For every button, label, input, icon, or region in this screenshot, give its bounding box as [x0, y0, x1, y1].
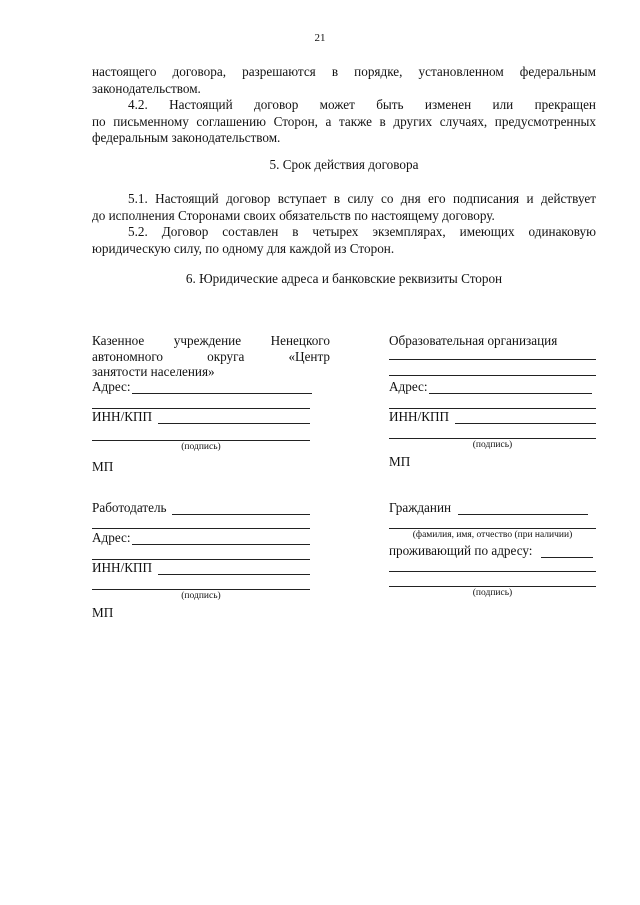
signature-line[interactable]: [92, 589, 310, 590]
section-5-heading: 5. Срок действия договора: [269, 157, 419, 172]
seal-mark: МП: [389, 454, 411, 469]
address-field[interactable]: [429, 393, 592, 394]
address-field[interactable]: [132, 544, 310, 545]
inn-kpp-label: ИНН/КПП: [389, 409, 450, 424]
fio-caption: (фамилия, имя, отчество (при наличии): [412, 530, 573, 540]
party-name-word: Ненецкого: [270, 333, 330, 348]
address-label: Адрес:: [92, 379, 131, 394]
signature-caption: (подпись): [472, 440, 513, 450]
clause-5-1-line-1: 5.1. Настоящий договор вступает в силу со дня его подписания и действует: [128, 191, 596, 206]
party-name-row-2: [92, 349, 330, 365]
clause-5-1-line-2: до исполнения Сторонами своих обязательств по настоящему договору.: [92, 207, 495, 223]
signature-caption: (подпись): [181, 442, 221, 452]
signature-line[interactable]: [389, 586, 596, 587]
residence-field-extra[interactable]: [389, 571, 596, 572]
party-name-word: автономного: [92, 348, 164, 364]
party-name-row-3: занятости населения»: [92, 364, 215, 379]
organization-name-field[interactable]: [389, 359, 596, 360]
party-employer: Работодатель: [92, 500, 167, 515]
party-name-word: Казенное: [92, 333, 145, 348]
organization-name-field-extra[interactable]: [389, 375, 596, 376]
address-field[interactable]: [132, 393, 312, 394]
seal-mark: МП: [92, 605, 114, 620]
address-label: Адрес:: [389, 379, 428, 394]
party-name-word: учреждение: [173, 333, 242, 348]
inn-kpp-field[interactable]: [455, 423, 596, 424]
clause-4-2-line-1: 4.2. Настоящий договор может быть изменен или прекращен: [128, 97, 596, 112]
page-number: 21: [314, 32, 326, 44]
citizen-name-field-extra[interactable]: [389, 528, 596, 529]
residence-field[interactable]: [541, 557, 593, 558]
residence-label: проживающий по адресу:: [389, 543, 533, 558]
party-name-row-1: [92, 333, 330, 349]
clause-5-2-line-2: юридическую силу, по одному для каждой из Сторон.: [92, 240, 395, 256]
clause-5-2-line-1: 5.2. Договор составлен в четырех экземплярах, имеющих одинаковую: [128, 224, 596, 239]
inn-kpp-label: ИНН/КПП: [92, 409, 153, 424]
party-educational-organization: Образовательная организация: [389, 333, 558, 348]
continuation-line-1: настоящего договора, разрешаются в порядке, установленном федеральным: [92, 64, 596, 79]
clause-4-2-line-2: по письменному соглашению Сторон, а также в других случаях, предусмотренных: [92, 113, 596, 129]
inn-kpp-label: ИНН/КПП: [92, 560, 153, 575]
signature-caption: (подпись): [181, 591, 221, 601]
signature-line[interactable]: [92, 440, 310, 441]
employer-name-field-extra[interactable]: [92, 528, 310, 529]
inn-kpp-field[interactable]: [158, 574, 310, 575]
party-citizen: Гражданин: [389, 500, 452, 515]
clause-5-2: [92, 224, 596, 257]
signature-caption: (подпись): [472, 588, 513, 598]
continuation-line-2: законодательством.: [92, 80, 201, 96]
party-name-word: округа: [207, 348, 245, 364]
employer-name-field[interactable]: [172, 514, 310, 515]
section-6-heading: 6. Юридические адреса и банковские реквизиты Сторон: [185, 271, 503, 286]
clause-5-1: [92, 191, 596, 224]
address-label: Адрес:: [92, 530, 131, 545]
signature-line[interactable]: [389, 438, 596, 439]
seal-mark: МП: [92, 459, 114, 474]
clause-4-2: [92, 97, 596, 147]
party-employment-center: [92, 333, 330, 380]
inn-kpp-field[interactable]: [158, 423, 310, 424]
citizen-name-field[interactable]: [458, 514, 588, 515]
party-name-word: «Центр: [288, 348, 330, 364]
clause-4-2-line-3: федеральным законодательством.: [92, 130, 281, 145]
continuation-paragraph: [92, 64, 596, 97]
